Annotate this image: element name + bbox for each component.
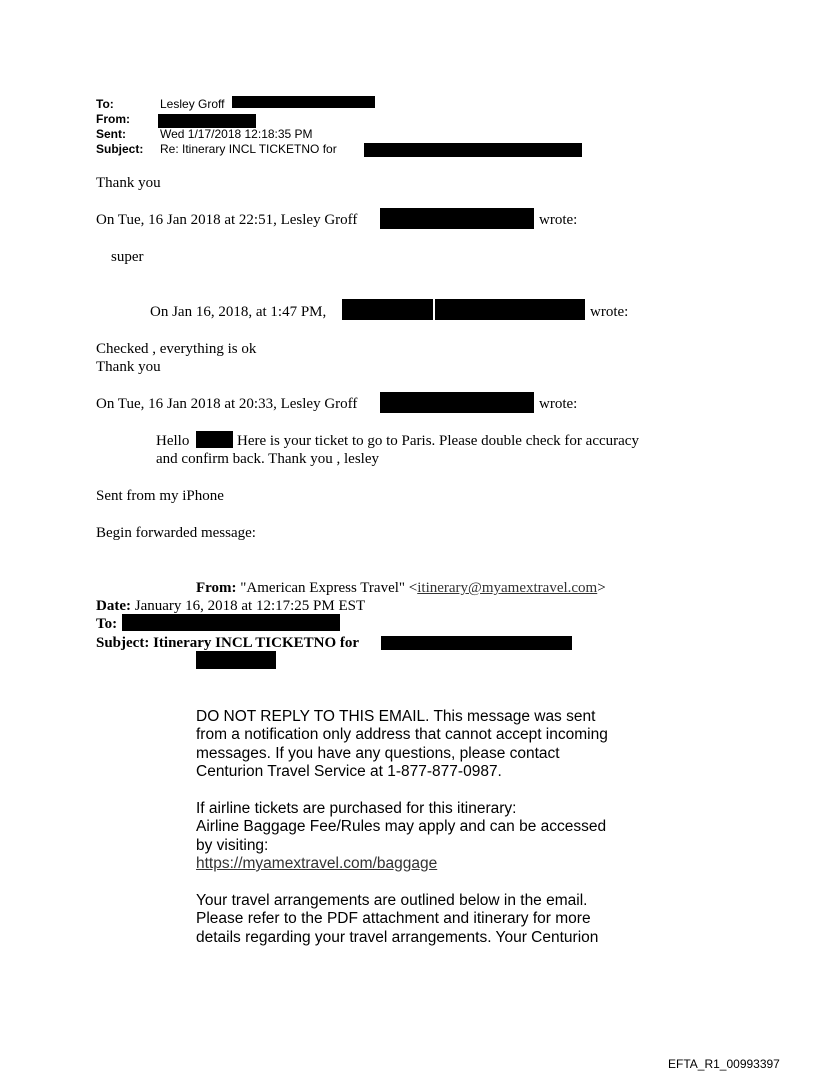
baggage-link[interactable]: https://myamextravel.com/baggage [196, 855, 438, 872]
redaction-bar [122, 614, 340, 631]
forwarded-to [96, 615, 117, 633]
redaction-bar [380, 392, 534, 413]
forwarded-from-close: > [597, 580, 606, 596]
notice-line: Airline Baggage Fee/Rules may apply and can be accessed [196, 818, 607, 835]
forwarded-subject-label: Subject: [96, 635, 150, 651]
redaction-bar [381, 636, 572, 650]
redaction-bar [364, 143, 582, 157]
forwarded-date [96, 597, 365, 615]
forwarded-subject-value: Itinerary INCL TICKETNO for [153, 635, 360, 651]
sent-value: Wed 1/17/2018 12:18:35 PM [160, 127, 313, 141]
message-line: and confirm back. Thank you , lesley [156, 451, 379, 467]
from-label: From: [96, 112, 130, 126]
notice-line: by visiting: [196, 837, 269, 854]
notice-line: Please refer to the PDF attachment and itinerary for more [196, 910, 591, 927]
forwarded-from [196, 579, 606, 597]
notice-line: Centurion Travel Service at 1-877-877-0987. [196, 763, 502, 780]
signature: Sent from my iPhone [96, 488, 224, 504]
forwarded-to-label: To: [96, 616, 118, 632]
forwarded-from-label: From: [196, 580, 237, 596]
forwarded-from-value: "American Express Travel" < [240, 580, 418, 596]
redaction-bar [342, 299, 433, 320]
redaction-bar [158, 114, 256, 128]
forwarded-subject [96, 634, 359, 652]
quote-attribution-suffix: wrote: [539, 212, 578, 228]
notice-line: If airline tickets are purchased for this itinerary: [196, 800, 517, 817]
redaction-bar [232, 96, 375, 108]
subject-value: Re: Itinerary INCL TICKETNO for [160, 142, 337, 156]
redaction-bar [435, 299, 585, 320]
subject-label: Subject: [96, 142, 144, 156]
to-value: Lesley Groff [160, 97, 225, 111]
notice-line: messages. If you have any questions, please contact [196, 745, 560, 762]
quote-attribution: On Tue, 16 Jan 2018 at 20:33, Lesley Groff [96, 396, 358, 412]
reply-text: Thank you [96, 175, 161, 191]
message-line: Here is your ticket to go to Paris. Please double check for accuracy [237, 433, 639, 449]
forwarded-date-value: January 16, 2018 at 12:17:25 PM EST [134, 598, 366, 614]
quote-attribution-suffix: wrote: [590, 304, 629, 320]
quote-attribution: On Tue, 16 Jan 2018 at 22:51, Lesley Groff [96, 212, 358, 228]
notice-line: Your travel arrangements are outlined below in the email. [196, 892, 588, 909]
forwarded-date-label: Date: [96, 598, 131, 614]
forward-intro: Begin forwarded message: [96, 525, 256, 541]
reply-text: Thank you [96, 359, 161, 375]
notice-line: from a notification only address that cannot accept incoming [196, 726, 608, 743]
redaction-bar [196, 651, 276, 669]
notice-line: details regarding your travel arrangements. Your Centurion [196, 929, 599, 946]
reply-text: super [111, 249, 144, 265]
to-label: To: [96, 97, 114, 111]
forwarded-from-email-link[interactable]: itinerary@myamextravel.com [417, 580, 598, 596]
greeting: Hello [156, 433, 190, 449]
reply-text: Checked , everything is ok [96, 341, 257, 357]
sent-label: Sent: [96, 127, 126, 141]
document-id: EFTA_R1_00993397 [668, 1057, 780, 1071]
quote-attribution-suffix: wrote: [539, 396, 578, 412]
notice-line: DO NOT REPLY TO THIS EMAIL. This message was sent [196, 708, 596, 725]
redaction-bar [380, 208, 534, 229]
redaction-bar [196, 431, 233, 448]
quote-attribution: On Jan 16, 2018, at 1:47 PM, [150, 304, 327, 320]
